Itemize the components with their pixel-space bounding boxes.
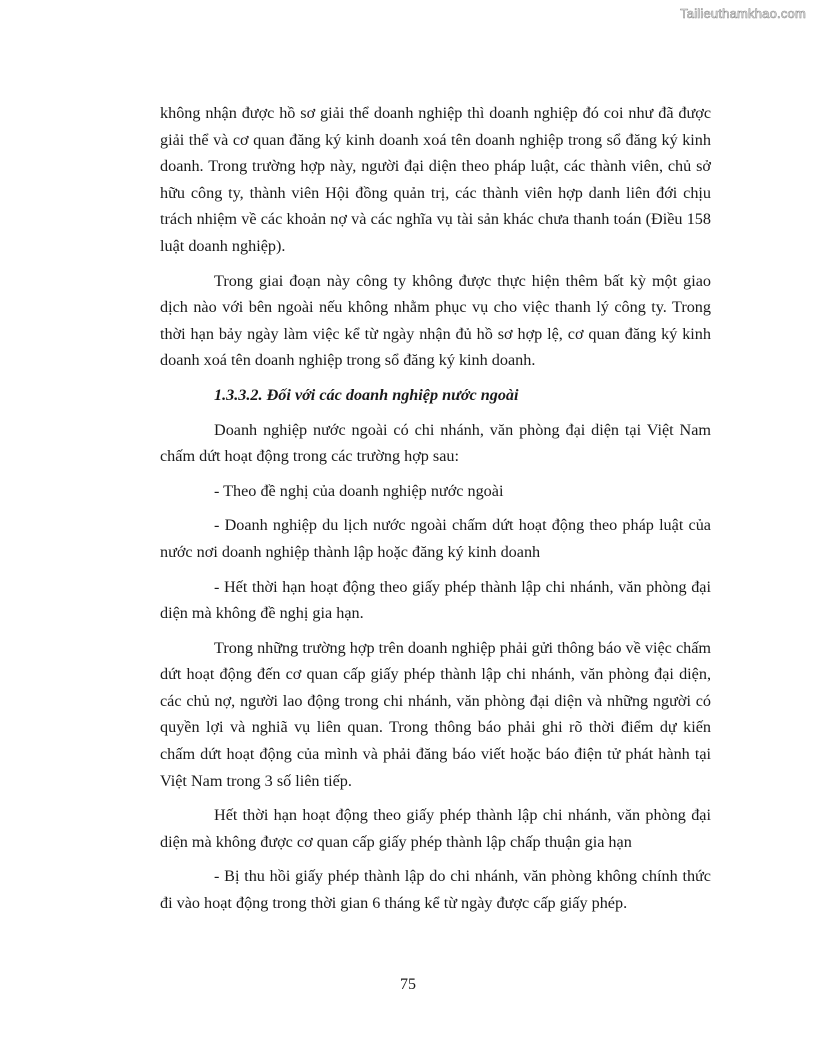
page-number: 75 — [400, 976, 416, 993]
paragraph: Doanh nghiệp nước ngoài có chi nhánh, văn phòng đại diện tại Việt Nam chấm dứt hoạt động trong các trường hợp sau: — [160, 420, 711, 466]
list-item: - Bị thu hồi giấy phép thành lập do chi nhánh, văn phòng không chính thức đi vào hoạt động trong thời gian 6 tháng kể từ ngày được cấp giấy phép. — [160, 867, 711, 913]
paragraph: Trong giai đoạn này công ty không được thực hiện thêm bất kỳ một giao dịch nào với bên ngoài nếu không nhằm phục vụ cho việc thanh lý công ty. Trong thời hạn bảy ngày làm việc kể từ ngày nhận đủ hồ sơ hợp lệ, cơ quan đăng ký kinh doanh xoá tên doanh nghiệp trong sổ đăng ký kinh doanh. — [160, 271, 711, 370]
watermark: Tailieuthamkhao.com — [680, 6, 806, 21]
list-item: - Theo đề nghị của doanh nghiệp nước ngoài — [214, 481, 504, 500]
document-body — [160, 100, 711, 925]
paragraph: Hết thời hạn hoạt động theo giấy phép thành lập chi nhánh, văn phòng đại diện mà không được cơ quan cấp giấy phép thành lập chấp thuận gia hạn — [160, 806, 711, 851]
section-heading: 1.3.3.2. Đối với các doanh nghiệp nước ngoài — [214, 385, 519, 404]
list-item: - Doanh nghiệp du lịch nước ngoài chấm dứt hoạt động theo pháp luật của nước nơi doanh nghiệp thành lập hoặc đăng ký kinh doanh — [160, 516, 711, 561]
paragraph: Trong những trường hợp trên doanh nghiệp phải gửi thông báo về việc chấm dứt hoạt động đến cơ quan cấp giấy phép thành lập chi nhánh, văn phòng đại diện, các chủ nợ, người lao động trong chi nhánh, văn phòng đại diện và những người có quyền lợi và nghiã vụ liên quan. Trong thông báo phải ghi rõ thời điểm dự kiến chấm dứt hoạt động của mình và phải đăng báo viết hoặc báo điện tử phát hành tại Việt Nam trong 3 số liên tiếp. — [160, 638, 711, 790]
paragraph: không nhận được hồ sơ giải thể doanh nghiệp thì doanh nghiệp đó coi như đã được giải thể và cơ quan đăng ký kinh doanh xoá tên doanh nghiệp trong sổ đăng ký kinh doanh. Trong trường hợp này, người đại diện theo pháp luật, các thành viên, chủ sở hữu công ty, thành viên Hội đồng quản trị, các thành viên hợp danh liên đới chịu trách nhiệm về các khoản nợ và các nghĩa vụ tài sản khác chưa thanh toán (Điều 158 luật doanh nghiệp). — [160, 104, 711, 255]
list-item: - Hết thời hạn hoạt động theo giấy phép thành lập chi nhánh, văn phòng đại diện mà không đề nghị gia hạn. — [160, 577, 711, 623]
